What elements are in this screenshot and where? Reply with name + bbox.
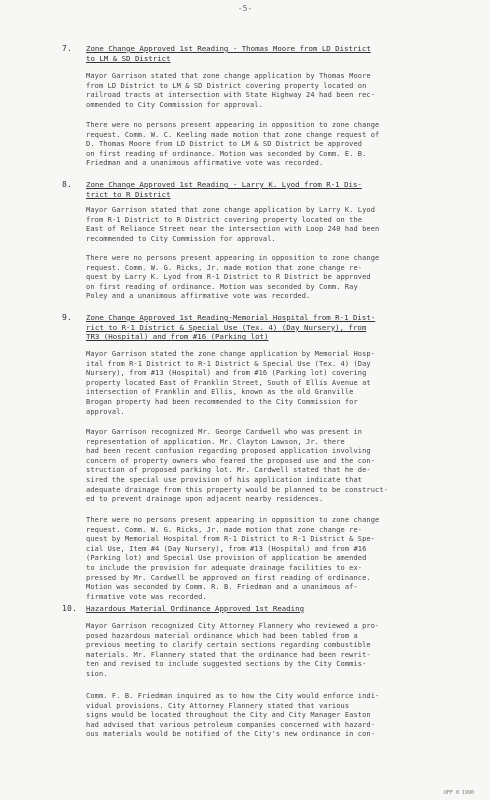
item-10-paragraph-1: Mayor Garrison recognized City Attorney Flannery who reviewed a pro- posed hazardous material ordinance which had been tabled from a previous meeting to clarify certain sections regarding combustible materials. Mr. Flannery stated that the ordinance had been rewrit- ten and revised to include suggested sections by the City Commis- sion. bbox=[86, 622, 380, 678]
agenda-item-9 bbox=[62, 313, 454, 342]
item-8-paragraph-1: Mayor Garrison stated that zone change application by Larry K. Lyod from R-1 District to R District covering property located on the East of Reliance Street near the intersection with Loop 240 had been recommended to City Commission for approval. bbox=[86, 206, 380, 243]
item-9-paragraph-3: There were no persons present appearing in opposition to zone change request. Comm. W. G. Ricks, Jr. made motion that zone change re- quest by Memorial Hospital from R-1 District to R-1 District & Spe- cial Use, Item #4 (Day Nursery), from #13 (Hospital) and from #16 (Parking lot) and Special Use provision of application be amended to include the provision for adequate drainage facilities to ex- pressed by Mr. Cardwell be approved on first reading of ordinance. Motion was seconded by Comm. R. B. Friedman and a unanimous af- firmative vote was recorded. bbox=[86, 516, 380, 601]
page-number: -5- bbox=[237, 4, 253, 13]
item-number: 8. bbox=[62, 180, 73, 189]
footer-mark: OFF 0 1990 bbox=[443, 790, 474, 796]
agenda-item-10 bbox=[62, 604, 454, 614]
item-heading: Zone Change Approved 1st Reading - Larry K. Lyod from R-1 Dis- trict to R District bbox=[86, 180, 362, 199]
item-number: 7. bbox=[62, 44, 73, 53]
item-number: 9. bbox=[62, 313, 73, 322]
agenda-item-8 bbox=[62, 180, 454, 199]
item-7-paragraph-2: There were no persons present appearing in opposition to zone change request. Comm. W. C. Keeling made motion that zone change request of D. Thomas Moore from LD District to LM & SD District be approved on first reading of ordinance. Motion was seconded by Comm. E. B. Friedman and a unanimous affirmative vote was recorded. bbox=[86, 121, 380, 168]
item-number: 10. bbox=[62, 604, 78, 613]
item-7-paragraph-1: Mayor Garrison stated that zone change application by Thomas Moore from LD District to LM & SD District covering property located on railroad tracts at intersection with State Highway 24 had been rec- ommended to City Commission for approval. bbox=[86, 72, 376, 109]
agenda-item-7 bbox=[62, 44, 454, 63]
item-heading: Zone Change Approved 1st Reading - Thomas Moore from LD District to LM & SD District bbox=[86, 44, 371, 63]
item-10-paragraph-2: Comm. F. B. Friedman inquired as to how the City would enforce indi- vidual provisions. City Attorney Flannery stated that various signs would be located throughout the City and City Manager Easton had advised that various petroleum companies concerned with hazard- ous materials would be notified of the City's new ordinance in con- bbox=[86, 692, 380, 739]
item-9-paragraph-2: Mayor Garrison recognized Mr. George Cardwell who was present in representation of application. Mr. Clayton Lawson, Jr. there had been recent confusion regarding proposed application involving concern of property owners who feared the proposed use and the con- struction of proposed parking lot. Mr. Cardwell stated that he de- sired the special use provision of his application indicate that adequate drainage from this property would be planned to be construct- ed to prevent drainage upon adjacent nearby residences. bbox=[86, 428, 389, 504]
item-heading: Zone Change Approved 1st Reading-Memorial Hospital from R-1 Dist- rict to R-1 District & Special Use (Tex. 4) (Day Nursery), from TR3 (Hospital) and from #16 (Parking lot) bbox=[86, 313, 376, 342]
item-8-paragraph-2: There were no persons present appearing in opposition to zone change request. Comm. W. G. Ricks, Jr. made motion that zone change re- quest by Larry K. Lyod from R-1 District to R District be approved on first reading of ordinance. Motion was seconded by Comm. Ray Poley and a unanimous affirmative vote was recorded. bbox=[86, 254, 380, 301]
item-heading: Hazardous Material Ordinance Approved 1st Reading bbox=[86, 604, 305, 613]
item-9-paragraph-1: Mayor Garrison stated the zone change application by Memorial Hosp- ital from R-1 District to R-1 District & Special Use (Tex. 4) (Day Nursery), from #13 (Hospital) and from #16 (Parking lot) covering property located East of Franklin Street, South of Ellis Avenue at intersection of Franklin and Ellis, known as the old Granville Brogan property had been recommended to the City Commission for approval. bbox=[86, 350, 376, 416]
